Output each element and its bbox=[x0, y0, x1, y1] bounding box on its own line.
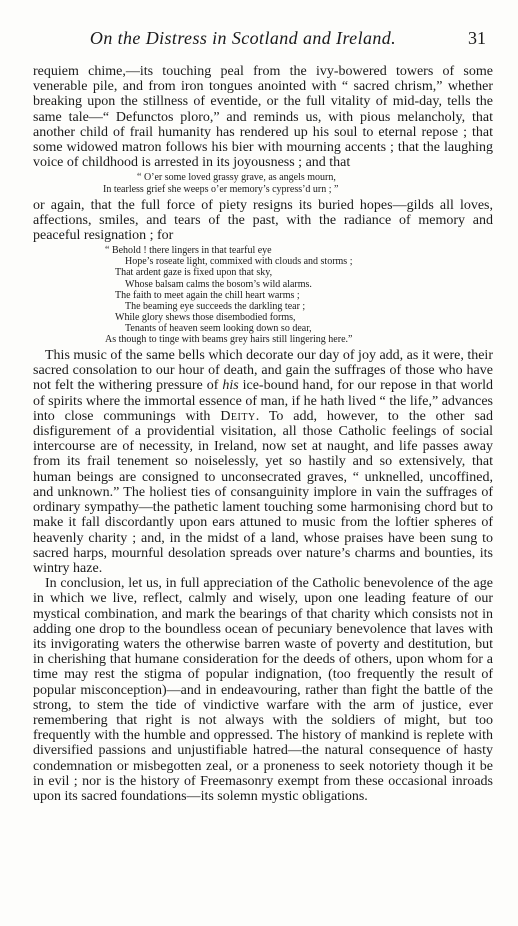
verse-line: The faith to meet again the chill heart warms ; bbox=[115, 289, 300, 301]
running-title: On the Distress in Scotland and Ireland. bbox=[89, 28, 397, 48]
verse-quote-2 bbox=[33, 245, 493, 345]
paragraph-3-part: This music of the same bells which decorate our day of joy add, as it were, their sacred consolation to our hour of death, and gain the suffrages of those who have not felt the withering pressure of bbox=[33, 348, 493, 394]
paragraph-4: In conclusion, let us, in full appreciation of the Catholic benevolence of the age in which we live, reflect, calmly and wisely, upon one leading feature of our mystical combination, and mark the bearings of that charity which consists not in adding one drop to the boundless ocean of pecuniary benevolence that laves with its invigorating waters the otherwise barren waste of poverty and destitution, but in cherishing that humane consideration for the deeds of others, upon whom for a time may rest the stigma of popular indignation, (too frequently the result of popular misconception)—and in endeavouring, rather than fight the battle of the strong, to stem the tide of vindictive warfare with the arm of justice, ever remembering that right is not always with the soldiers of might, but too frequently with the humble and oppressed. The history of mankind is replete with diversified passions and unjustifiable hatred—the natural consequence of hasty condemnation or misbegotten zeal, or a proneness to seek notoriety though it be in evil ; nor is the history of Freemasonry exempt from these occasional inroads upon its sacred foundations—its solemn mystic obligations. bbox=[33, 576, 493, 804]
verse-line: In tearless grief she weeps o’er memory’s cypress’d urn ; ” bbox=[103, 183, 339, 195]
page-number: 31 bbox=[468, 28, 486, 48]
paragraph-3 bbox=[33, 348, 493, 576]
verse-line: As though to tinge with beams grey hairs still lingering here.” bbox=[105, 333, 353, 345]
verse-line: “ O’er some loved grassy grave, as angels mourn, bbox=[137, 172, 336, 184]
verse-line: Hope’s roseate light, commixed with clouds and storms ; bbox=[125, 256, 353, 268]
paragraph-3-part: . To add, however, to the other sad disfigurement of a providential visitation, all those Catholic feelings of social intercourse are of necessity, in Ireland, now set at naught, and life passes away from its frail tenement so noiselessly, yet so hastily and so extensively, that human beings are consigned to unconsecrated graves, “ unknelled, uncoffined, and unknown.” The holiest ties of consanguinity implore in vain the suffrages of ordinary sympathy—the pathetic lament touching some harmonising chord but to make it fall discordantly upon ears attuned to music from the loftier spheres of heavenly charity ; and, in the midst of a land, whose praises have been sung to sacred harps, mournful desolation spreads over nature’s charms and bounties, its wintry haze. bbox=[33, 408, 493, 576]
emphasis-his: his bbox=[222, 378, 239, 394]
verse-line: Tenants of heaven seem looking down so dear, bbox=[125, 322, 312, 334]
verse-quote-1 bbox=[33, 172, 493, 194]
paragraph-1: requiem chime,—its touching peal from the ivy-bowered towers of some venerable pile, and from iron tongues anointed with “ sacred chrism,” whether breaking upon the stillness of eventide, or the full vitality of mid-day, tells the same tale—“ Defunctos ploro,” and reminds us, with pious melancholy, that another child of frail humanity has rendered up his soul to eternal repose ; that some widowed matron follows his bier with mourning accents ; that the laughing voice of childhood is arrested in its joyousness ; and that bbox=[33, 64, 493, 171]
body-text bbox=[33, 64, 493, 804]
verse-line: That ardent gaze is fixed upon that sky, bbox=[115, 267, 273, 279]
running-header bbox=[40, 28, 486, 54]
paragraph-3-part: ice-bound hand, for our repose in that world of spirits where the immortal essence of man, if he hath lived “ the life,” advances into close communings with bbox=[33, 378, 493, 424]
verse-line: “ Behold ! there lingers in that tearful eye bbox=[105, 245, 272, 257]
small-caps-deity: Deity bbox=[220, 408, 256, 424]
verse-line: While glory shews those disembodied forms, bbox=[115, 311, 296, 323]
verse-line: The beaming eye succeeds the darkling tear ; bbox=[125, 300, 306, 312]
paragraph-2: or again, that the full force of piety resigns its buried hopes—gilds all loves, affections, smiles, and tears of the past, with the radiance of memory and peaceful resignation ; for bbox=[33, 197, 493, 244]
verse-line: Whose balsam calms the bosom’s wild alarms. bbox=[125, 278, 312, 290]
